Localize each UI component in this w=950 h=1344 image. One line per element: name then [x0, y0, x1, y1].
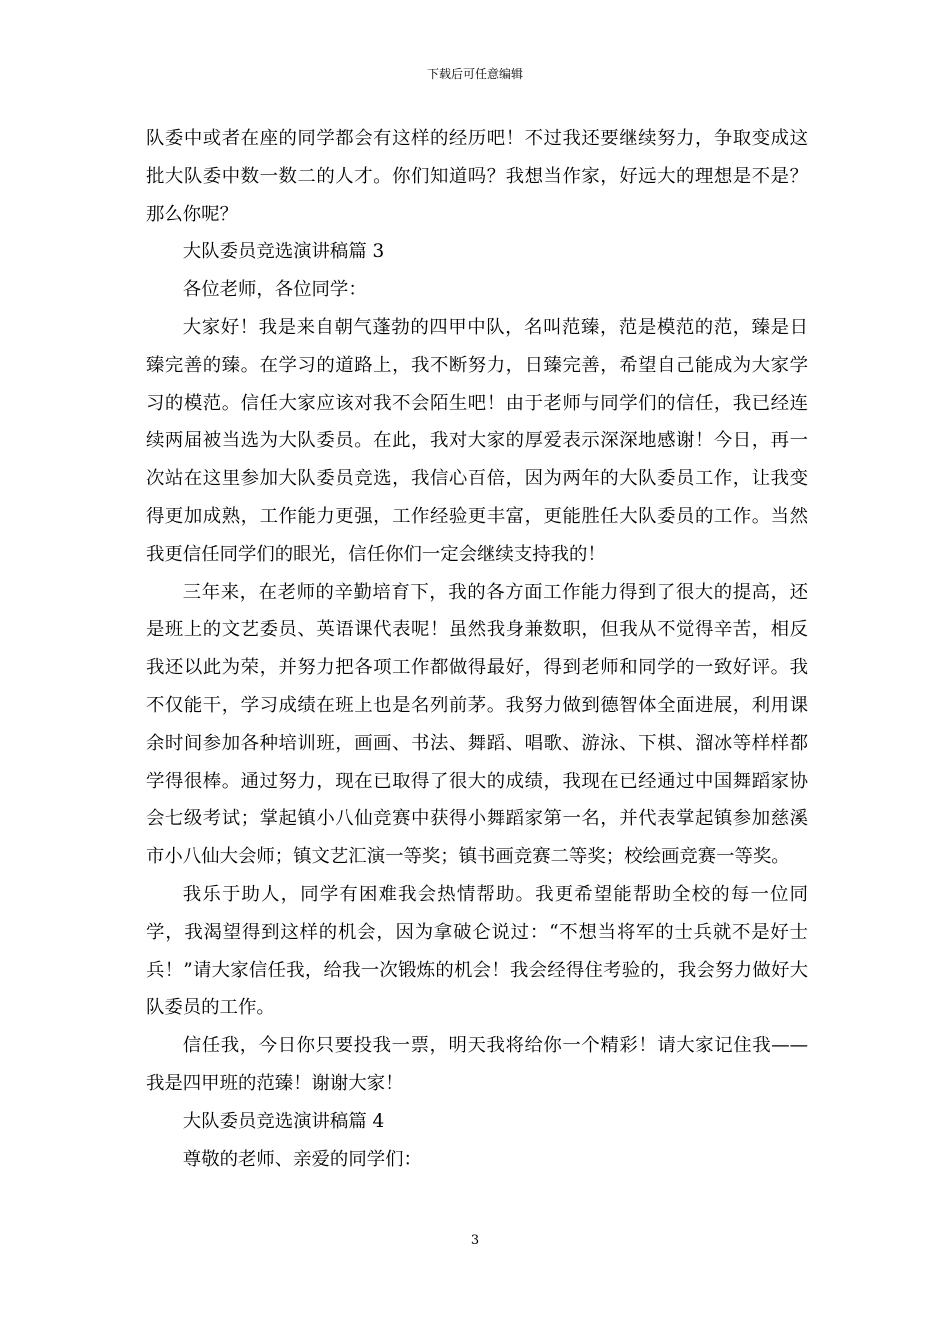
section-heading: 大队委员竞选演讲稿篇 3 [182, 241, 385, 263]
section-heading: 大队委员竞选演讲稿篇 4 [182, 1110, 385, 1132]
paragraph: 我乐于助人，同学有困难我会热情帮助。我更希望能帮助全校的每一位同学，我渴望得到这样的机会，因为拿破仑说过：“不想当将军的士兵就不是好士兵！”请大家信任我，给我一次锻炼的机会！我会经得住考验的，我会努力做好大队委员的工作。 [146, 883, 808, 1019]
page-number: 3 [470, 1233, 480, 1248]
paragraph: 大家好！我是来自朝气蓬勃的四甲中队，名叫范臻，范是模范的范，臻是日臻完善的臻。在学习的道路上，我不断努力，日臻完善，希望自己能成为大家学习的模范。信任大家应该对我不会陌生吧！由于老师与同学们的信任，我已经连续两届被当选为大队委员。在此，我对大家的厚爱表示深深地感谢！今日，再一次站在这里参加大队委员竞选，我信心百倍，因为两年的大队委员工作，让我变得更加成熟，工作能力更强，工作经验更丰富，更能胜任大队委员的工作。当然我更信任同学们的眼光，信任你们一定会继续支持我的！ [146, 316, 808, 565]
paragraph-continued: 队委中或者在座的同学都会有这样的经历吧！不过我还要继续努力，争取变成这批大队委中数一数二的人才。你们知道吗？我想当作家，好远大的理想是不是？那么你呢？ [146, 128, 808, 225]
paragraph: 三年来，在老师的辛勤培育下，我的各方面工作能力得到了很大的提高，还是班上的文艺委员、英语课代表呢！虽然我身兼数职，但我从不觉得辛苦，相反我还以此为荣，并努力把各项工作都做得最好，得到老师和同学的一致好评。我不仅能干，学习成绩在班上也是名列前茅。我努力做到德智体全面进展，利用课余时间参加各种培训班，画画、书法、舞蹈、唱歌、游泳、下棋、溜冰等样样都学得很棒。通过努力，现在已取得了很大的成绩，我现在已经通过中国舞蹈家协会七级考试；掌起镇小八仙竞赛中获得小舞蹈家第一名，并代表掌起镇参加慈溪市小八仙大会师；镇文艺汇演一等奖；镇书画竞赛二等奖；校绘画竞赛一等奖。 [146, 581, 808, 868]
page-header: 下载后可任意编辑 [426, 67, 523, 81]
salutation: 各位老师，各位同学： [182, 279, 367, 301]
salutation: 尊敬的老师、亲爱的同学们： [182, 1148, 422, 1170]
document-body [146, 120, 808, 1178]
paragraph: 信任我，今日你只要投我一票，明天我将给你一个精彩！请大家记住我——我是四甲班的范臻！谢谢大家！ [146, 1035, 808, 1094]
